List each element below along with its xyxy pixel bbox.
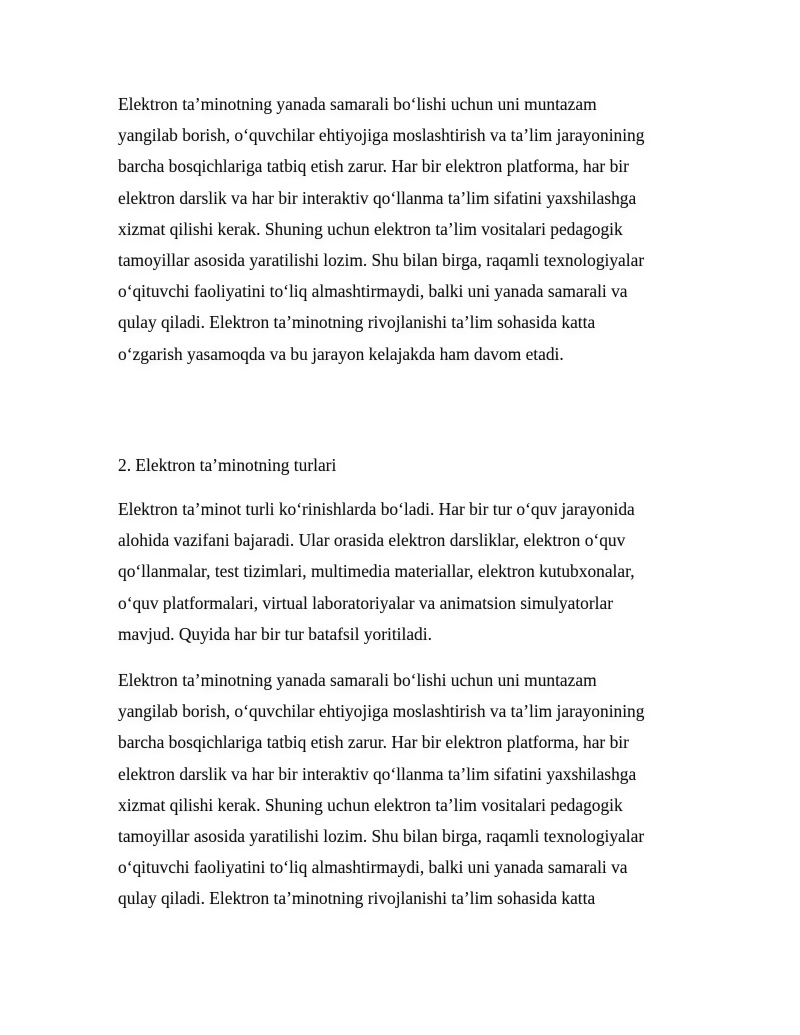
paragraph-line: Elektron ta’minotning yanada samarali bo‘lishi uchun uni muntazam xyxy=(118,94,597,114)
paragraph-line: xizmat qilishi kerak. Shuning uchun elektron ta’lim vositalari pedagogik xyxy=(118,794,623,815)
paragraph-line: o‘qituvchi faoliyatini to‘liq almashtirmaydi, balki uni yanada samarali va xyxy=(118,857,628,878)
paragraph-line: elektron darslik va har bir interaktiv qo‘llanma ta’lim sifatini yaxshilashga xyxy=(118,187,637,208)
paragraph-line: alohida vazifani bajaradi. Ular orasida elektron darsliklar, elektron o‘quv xyxy=(118,530,626,551)
paragraph-2 xyxy=(118,494,688,650)
paragraph-1 xyxy=(118,89,688,370)
paragraph-line: barcha bosqichlariga tatbiq etish zarur. Har bir elektron platforma, har bir xyxy=(118,156,629,177)
paragraph-line: tamoyillar asosida yaratilishi lozim. Shu bilan birga, raqamli texnologiyalar xyxy=(118,250,645,271)
section-heading-text: 2. Elektron ta’minotning turlari xyxy=(118,455,337,475)
paragraph-line: yangilab borish, o‘quvchilar ehtiyojiga moslashtirish va ta’lim jarayonining xyxy=(118,125,645,146)
paragraph-line: yangilab borish, o‘quvchilar ehtiyojiga moslashtirish va ta’lim jarayonining xyxy=(118,701,645,722)
paragraph-line: o‘quv platformalari, virtual laboratoriyalar va animatsion simulyatorlar xyxy=(118,592,613,613)
paragraph-line: qulay qiladi. Elektron ta’minotning rivojlanishi ta’lim sohasida katta xyxy=(118,312,596,333)
paragraph-line: Elektron ta’minotning yanada samarali bo‘lishi uchun uni muntazam xyxy=(118,670,597,690)
paragraph-line: tamoyillar asosida yaratilishi lozim. Shu bilan birga, raqamli texnologiyalar xyxy=(118,826,645,847)
paragraph-line: o‘zgarish yasamoqda va bu jarayon kelajakda ham davom etadi. xyxy=(118,343,564,364)
paragraph-line: elektron darslik va har bir interaktiv qo‘llanma ta’lim sifatini yaxshilashga xyxy=(118,763,637,784)
paragraph-line: qo‘llanmalar, test tizimlari, multimedia materiallar, elektron kutubxonalar, xyxy=(118,561,635,582)
paragraph-line: qulay qiladi. Elektron ta’minotning rivojlanishi ta’lim sohasida katta xyxy=(118,888,596,909)
paragraph-line: mavjud. Quyida har bir tur batafsil yoritiladi. xyxy=(118,623,432,644)
paragraph-line: barcha bosqichlariga tatbiq etish zarur. Har bir elektron platforma, har bir xyxy=(118,732,629,753)
paragraph-line: o‘qituvchi faoliyatini to‘liq almashtirmaydi, balki uni yanada samarali va xyxy=(118,281,628,302)
section-heading xyxy=(118,450,688,481)
paragraph-line: xizmat qilishi kerak. Shuning uchun elektron ta’lim vositalari pedagogik xyxy=(118,218,623,239)
paragraph-3 xyxy=(118,665,688,915)
paragraph-line: Elektron ta’minot turli ko‘rinishlarda bo‘ladi. Har bir tur o‘quv jarayonida xyxy=(118,499,635,519)
